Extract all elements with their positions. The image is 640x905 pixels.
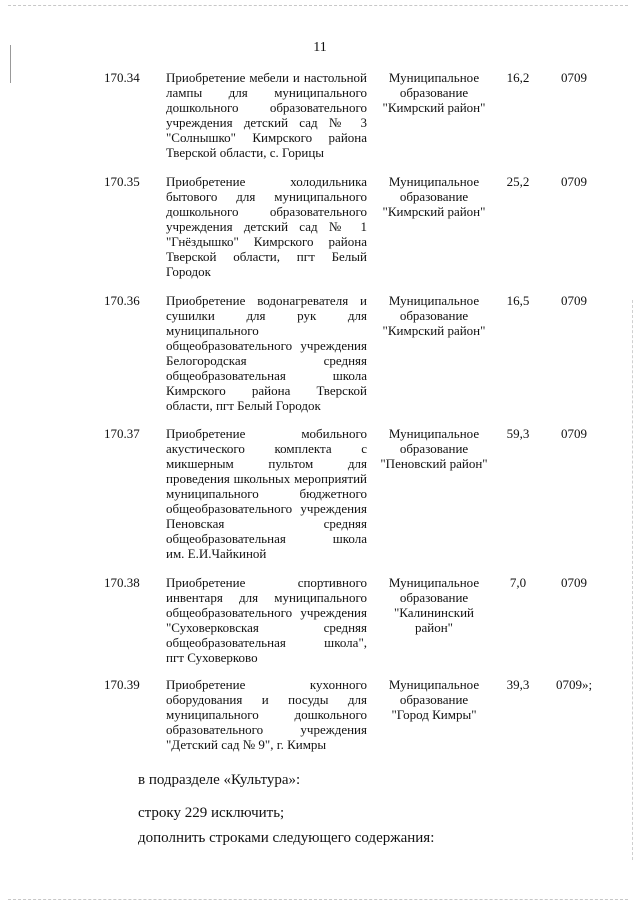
description-line: Приобретение спортивного [166, 575, 367, 590]
description-line: Тверской области, пгт Белый [166, 249, 367, 264]
paragraph: строку 229 исключить; [138, 805, 285, 821]
recipient-line: Муниципальное [388, 70, 480, 85]
recipient-line: образование [399, 441, 469, 456]
row-code: 0709 [561, 174, 587, 189]
recipient-line: "Кимрский район" [382, 204, 486, 219]
description-line: пгт Суховерково [166, 650, 258, 665]
description-line: инвентаря для муниципального [166, 590, 367, 605]
row-amount: 39,3 [506, 677, 530, 692]
description-line: области, пгт Белый Городок [166, 398, 321, 413]
description-line: Приобретение водонагревателя и [166, 293, 367, 308]
row-recipient [376, 70, 492, 115]
row-recipient [376, 293, 492, 338]
description-line: общеобразовательная школа [166, 368, 367, 383]
description-line: сушилки для рук для [166, 308, 367, 323]
recipient-line: Муниципальное [388, 293, 480, 308]
recipient-line: образование [399, 85, 469, 100]
recipient-line: "Кимрский район" [382, 323, 486, 338]
description-line: образовательного учреждения [166, 722, 367, 737]
row-number: 170.36 [104, 293, 140, 308]
description-line: учреждения детский сад № 1 [166, 219, 367, 234]
scan-edge-bottom [8, 899, 628, 901]
description-line: учреждения детский сад № 3 [166, 115, 367, 130]
description-line: Приобретение мобильного [166, 426, 367, 441]
row-number: 170.38 [104, 575, 140, 590]
row-description [166, 677, 367, 752]
row-recipient [376, 677, 492, 722]
description-line: общеобразовательного учреждения [166, 605, 367, 620]
row-amount: 16,5 [506, 293, 530, 308]
description-line: проведения школьных мероприятий [166, 471, 367, 486]
description-line: муниципального дошкольного [166, 707, 367, 722]
description-line: общеобразовательного учреждения [166, 501, 367, 516]
recipient-line: Муниципальное [388, 677, 480, 692]
recipient-line: "Кимрский район" [382, 100, 486, 115]
description-line: "Детский сад № 9", г. Кимры [166, 737, 327, 752]
description-line: общеобразовательная школа", [166, 635, 367, 650]
row-amount: 25,2 [506, 174, 530, 189]
recipient-line: район" [415, 620, 453, 635]
recipient-line: образование [399, 692, 469, 707]
description-line: Приобретение холодильника [166, 174, 367, 189]
page-number: 11 [313, 40, 327, 55]
description-line: Пеновская средняя [166, 516, 367, 531]
description-line: акустического комплекта с [166, 441, 367, 456]
description-line: муниципального [166, 323, 259, 338]
row-number: 170.39 [104, 677, 140, 692]
row-amount: 16,2 [506, 70, 530, 85]
recipient-line: Муниципальное [388, 575, 480, 590]
recipient-line: "Пеновский район" [380, 456, 488, 471]
description-line: "Солнышко" Кимрского района [166, 130, 367, 145]
row-number: 170.34 [104, 70, 140, 85]
row-code: 0709 [561, 575, 587, 590]
description-line: оборудования и посуды для [166, 692, 367, 707]
recipient-line: "Калининский [393, 605, 474, 620]
recipient-line: образование [399, 189, 469, 204]
row-code: 0709 [561, 426, 587, 441]
description-line: "Гнёздышко" Кимрского района [166, 234, 367, 249]
description-line: дошкольного образовательного [166, 100, 367, 115]
description-line: Городок [166, 264, 211, 279]
row-amount: 7,0 [509, 575, 527, 590]
description-line: дошкольного образовательного [166, 204, 367, 219]
description-line: общеобразовательного учреждения [166, 338, 367, 353]
row-description [166, 426, 367, 561]
row-code: 0709»; [555, 677, 593, 692]
row-number: 170.35 [104, 174, 140, 189]
recipient-line: образование [399, 590, 469, 605]
description-line: "Суховерковская средняя [166, 620, 367, 635]
recipient-line: Муниципальное [388, 174, 480, 189]
scan-edge-right [632, 300, 634, 860]
description-line: Тверской области, с. Горицы [166, 145, 325, 160]
row-recipient [376, 426, 492, 471]
row-description [166, 575, 367, 665]
row-description [166, 70, 367, 160]
row-amount: 59,3 [506, 426, 530, 441]
row-code: 0709 [561, 293, 587, 308]
description-line: микшерным пультом для [166, 456, 367, 471]
recipient-line: Муниципальное [388, 426, 480, 441]
description-line: муниципального бюджетного [166, 486, 367, 501]
row-recipient [376, 575, 492, 635]
row-recipient [376, 174, 492, 219]
recipient-line: образование [399, 308, 469, 323]
row-number: 170.37 [104, 426, 140, 441]
description-line: Приобретение мебели и настольной [166, 70, 367, 85]
description-line: Белогородская средняя [166, 353, 367, 368]
description-line: бытового для муниципального [166, 189, 367, 204]
description-line: лампы для муниципального [166, 85, 367, 100]
paragraph: в подразделе «Культура»: [138, 772, 301, 788]
scan-edge-top [8, 5, 628, 7]
paragraph: дополнить строками следующего содержания: [138, 830, 435, 846]
description-line: Кимрского района Тверской [166, 383, 367, 398]
row-description [166, 174, 367, 279]
description-line: им. Е.И.Чайкиной [166, 546, 267, 561]
row-code: 0709 [561, 70, 587, 85]
row-description [166, 293, 367, 413]
description-line: общеобразовательная школа [166, 531, 367, 546]
recipient-line: "Город Кимры" [391, 707, 477, 722]
description-line: Приобретение кухонного [166, 677, 367, 692]
